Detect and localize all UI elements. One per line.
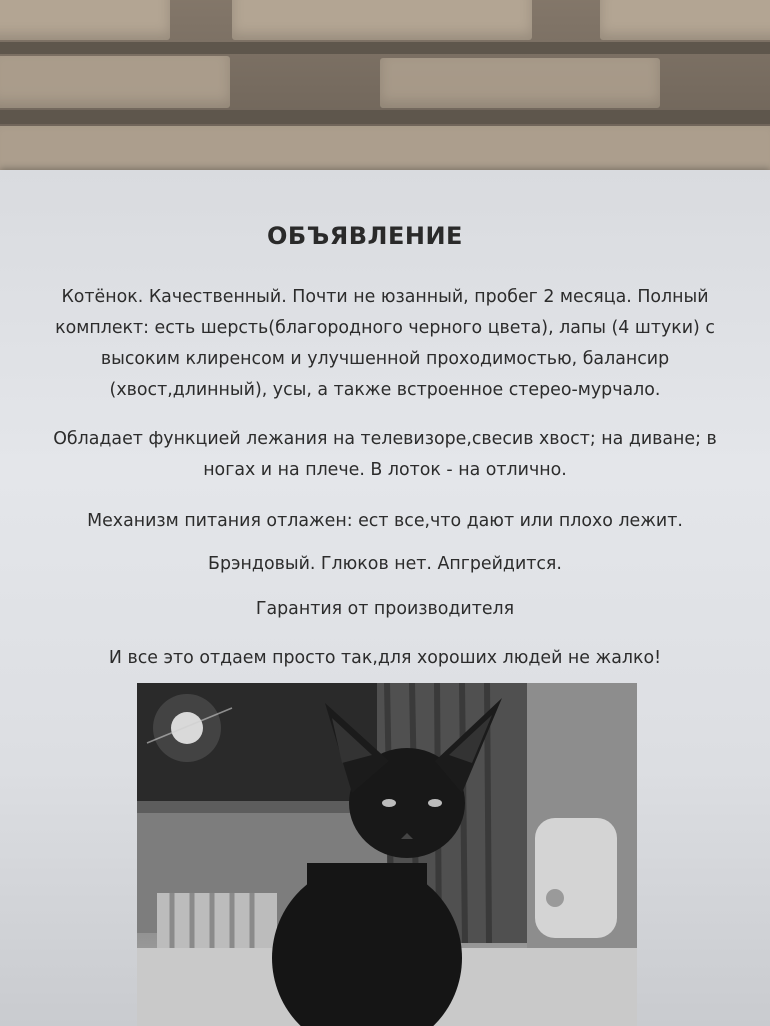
notice-title: ОБЪЯВЛЕНИЕ: [267, 222, 463, 250]
notice-paragraph-description: Котёнок. Качественный. Почти не юзанный, пробег 2 месяца. Полный комплект: есть шерсть(благородного черного цвета), лапы (4 штуки) с высоким клиренсом и улучшенной проходимостью, балансир (хвост,длинный), усы, а также встроенное стерео-мурчало.: [55, 287, 715, 400]
notice-paragraph-warranty: Гарантия от производителя: [255, 599, 515, 619]
kitten-photo-icon: [137, 683, 637, 1026]
notice-paragraph-functions: Обладает функцией лежания на телевизоре,свесив хвост; на диване; в ногах и на плече. В лоток - на отлично.: [53, 429, 717, 480]
kitten-photo: [137, 683, 637, 1026]
notice-paragraph-feeding: Механизм питания отлажен: ест все,что дают или плохо лежит.: [87, 511, 683, 531]
notice-paragraph-brand: Брэндовый. Глюков нет. Апгрейдится.: [208, 554, 562, 574]
brick-wall-background: [0, 0, 770, 190]
notice-paragraph-free: И все это отдаем просто так,для хороших людей не жалко!: [108, 648, 662, 668]
